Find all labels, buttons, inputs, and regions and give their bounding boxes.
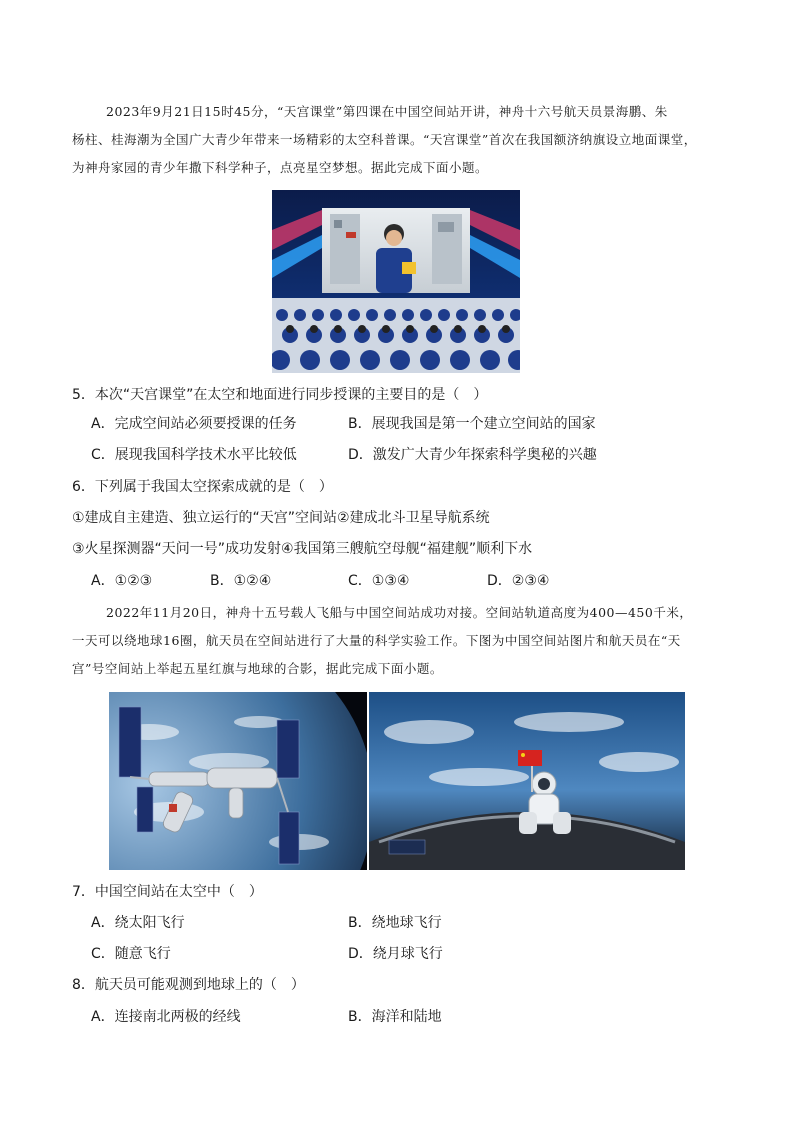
- question-5-option-d[interactable]: D．激发广大青少年探索科学奥秘的兴趣: [348, 447, 597, 463]
- question-6-option-c[interactable]: C．①③④: [348, 573, 410, 589]
- passage-2-line-1: 2022年11月20日，神舟十五号载人飞船与中国空间站成功对接。空间站轨道高度为400—450千米，: [106, 605, 693, 620]
- tiangong-classroom-photo: [272, 190, 520, 373]
- question-6-stem: 6．下列属于我国太空探索成就的是（ ）: [72, 479, 333, 495]
- space-station-photo: [109, 692, 367, 870]
- question-7-stem: 7．中国空间站在太空中（ ）: [72, 884, 263, 900]
- passage-1-line-3: 为神舟家园的青少年撒下科学种子，点亮星空梦想。据此完成下面小题。: [72, 160, 489, 175]
- question-5-option-c[interactable]: C．展现我国科学技术水平比较低: [91, 447, 297, 463]
- question-7-option-d[interactable]: D．绕月球飞行: [348, 946, 443, 962]
- question-6-items-line-1: ①建成自主建造、独立运行的“天宫”空间站②建成北斗卫星导航系统: [72, 510, 490, 526]
- passage-2-line-3: 宫”号空间站上举起五星红旗与地球的合影，据此完成下面小题。: [72, 661, 443, 676]
- question-8-option-a[interactable]: A．连接南北两极的经线: [91, 1009, 241, 1025]
- question-8-stem: 8．航天员可能观测到地球上的（ ）: [72, 977, 305, 993]
- question-5-option-b[interactable]: B．展现我国是第一个建立空间站的国家: [348, 416, 596, 432]
- question-5-option-a[interactable]: A．完成空间站必须要授课的任务: [91, 416, 297, 432]
- question-6-option-a[interactable]: A．①②③: [91, 573, 153, 589]
- question-5-stem: 5．本次“天宫课堂”在太空和地面进行同步授课的主要目的是（ ）: [72, 387, 488, 403]
- question-6-items-line-2: ③火星探测器“天问一号”成功发射④我国第三艘航空母舰“福建舰”顺利下水: [72, 541, 533, 557]
- question-7-option-c[interactable]: C．随意飞行: [91, 946, 171, 962]
- passage-2-line-2: 一天可以绕地球16圈，航天员在空间站进行了大量的科学实验工作。下图为中国空间站图片和航天员在“天: [72, 633, 681, 648]
- passage-1-line-1: 2023年9月21日15时45分，“天宫课堂”第四课在中国空间站开讲，神舟十六号航天员景海鹏、朱: [106, 104, 668, 119]
- question-6-option-b[interactable]: B．①②④: [210, 573, 272, 589]
- passage-2: [72, 599, 724, 683]
- question-7-option-a[interactable]: A．绕太阳飞行: [91, 915, 185, 931]
- passage-1-line-2: 杨柱、桂海潮为全国广大青少年带来一场精彩的太空科普课。“天宫课堂”首次在我国额济纳旗设立地面课堂，: [72, 132, 697, 147]
- question-8-option-b[interactable]: B．海洋和陆地: [348, 1009, 442, 1025]
- question-6-option-d[interactable]: D．②③④: [487, 573, 550, 589]
- passage-1: [72, 98, 724, 182]
- astronaut-flag-photo: [369, 692, 685, 870]
- question-7-option-b[interactable]: B．绕地球飞行: [348, 915, 442, 931]
